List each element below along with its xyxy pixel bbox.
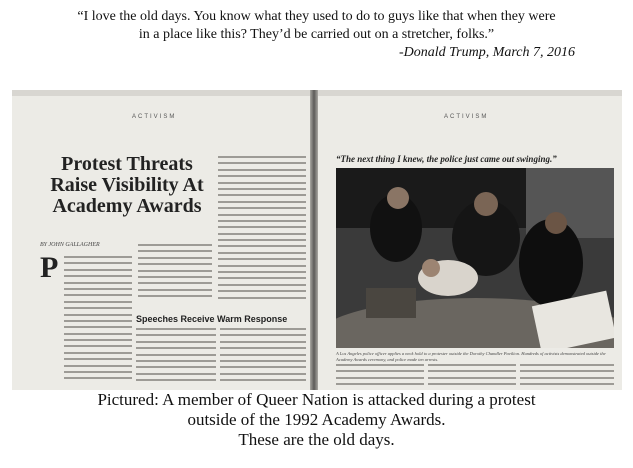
article-byline: BY JOHN GALLAGHER (40, 242, 100, 248)
magazine-left-page (12, 96, 312, 390)
quote-line-2: in a place like this? They’d be carried out on a stretcher, folks.” (138, 27, 495, 42)
protest-photo (336, 168, 614, 348)
pull-quote: “The next thing I knew, the police just came out swinging.” (336, 154, 557, 164)
caption-line-2: outside of the 1992 Academy Awards. (187, 410, 446, 429)
protest-photo-image (336, 168, 614, 348)
body-column-3 (218, 156, 306, 306)
section-label-right: ACTIVISM (444, 114, 489, 120)
magazine-right-page (316, 96, 622, 390)
body-column-2 (138, 244, 212, 300)
right-body-column-2 (428, 364, 516, 390)
body-column-5 (220, 328, 306, 386)
article-headline: Protest Threats Raise Visibility At Academy Awards (50, 153, 204, 217)
magazine-photo (12, 90, 622, 390)
caption-line-3: These are the old days. (238, 430, 395, 449)
quote-line-1: “I love the old days. You know what they used to do to guys like that when they were (77, 9, 556, 24)
article-subhead: Speeches Receive Warm Response (136, 314, 288, 324)
right-body-column-3 (520, 364, 614, 390)
photo-caption: A Los Angeles police officer applies a neck hold to a protester outside the Dorothy Chandler Pavilion. Hundreds of activists demonstrated outside the Academy Awards ceremony, and police made ten arrests. (336, 351, 606, 362)
magazine-gutter (310, 90, 318, 390)
right-body-column-1 (336, 364, 424, 390)
body-column-4 (136, 328, 216, 386)
quote-attribution: -Donald Trump, March 7, 2016 (398, 45, 575, 60)
body-column-1 (64, 256, 132, 384)
drop-cap: P (40, 251, 59, 284)
section-label-left: ACTIVISM (132, 114, 177, 120)
caption-line-1: Pictured: A member of Queer Nation is attacked during a protest (97, 390, 536, 409)
